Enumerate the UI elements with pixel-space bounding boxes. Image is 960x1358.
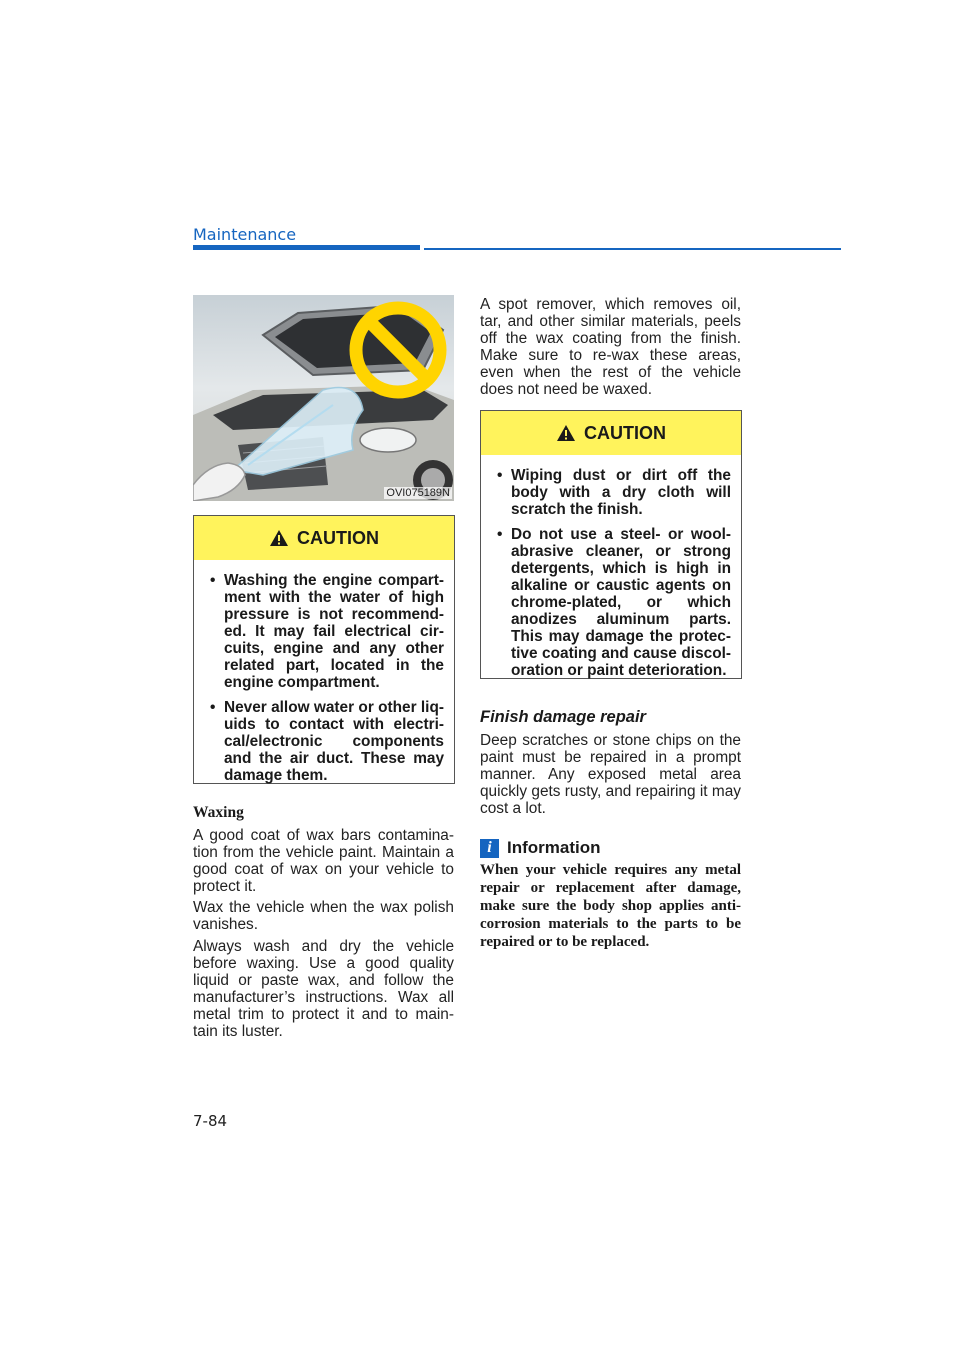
header-rule-thick (193, 245, 420, 250)
information-title: Information (507, 838, 601, 857)
caution-header (481, 411, 741, 455)
caution-item: • Never allow water or other liq-uids to contact with electri-cal/electronic components and the air duct. These may damage them. (210, 699, 444, 784)
caution-box-cleaning (480, 410, 742, 679)
information-header (480, 838, 601, 858)
waxing-heading: Waxing (193, 804, 244, 821)
engine-wash-illustration (193, 295, 454, 501)
warning-triangle-icon (269, 529, 289, 547)
info-icon: i (480, 839, 499, 858)
hand-icon (193, 445, 253, 501)
waxing-paragraph: Always wash and dry the vehicle before waxing. Use a good quality liquid or paste wax, and follow the manufacturer’s instructions. Wax all metal trim to protect it and to main-tain its luster. (193, 938, 454, 1040)
caution-header (194, 516, 454, 560)
waxing-paragraph: Wax the vehicle when the wax polish vanishes. (193, 899, 454, 933)
caution-item: • Wiping dust or dirt off the body with a dry cloth will scratch the finish. (497, 467, 731, 518)
caution-list (194, 560, 454, 802)
caution-box-engine-wash (193, 515, 455, 784)
warning-triangle-icon (556, 424, 576, 442)
finish-damage-paragraph: Deep scratches or stone chips on the paint must be repaired in a prompt manner. Any exposed metal area quickly gets rusty, and repairing it may cost a lot. (480, 732, 741, 817)
caution-title: CAUTION (297, 527, 379, 548)
section-header-title: Maintenance (193, 225, 297, 244)
caution-item: • Do not use a steel- or wool-abrasive cleaner, or strong detergents, which is high in alkaline or caustic agents on chrome-plated, or which anodizes aluminum parts. This may damage the protec-tive coating and cause discol-oration or paint deterioration. (497, 526, 731, 679)
page-number: 7-84 (193, 1112, 228, 1130)
caution-title: CAUTION (584, 422, 666, 443)
caution-item: • Washing the engine compart-ment with the water of high pressure is not recommend-ed. It may fail electrical cir-cuits, engine and any other related part, located in the engine compartment. (210, 572, 444, 691)
waxing-paragraph: A good coat of wax bars contamina-tion from the vehicle paint. Maintain a good coat of wax on your vehicle to protect it. (193, 827, 454, 895)
finish-damage-heading: Finish damage repair (480, 708, 646, 726)
header-rule-thin (424, 248, 841, 250)
image-code: OVI075189N (386, 487, 450, 499)
caution-list (481, 455, 741, 697)
spot-remover-paragraph: A spot remover, which removes oil, tar, and other similar materials, peels off the wax coating from the finish. Make sure to re-wax these areas, even when the rest of the vehicle does not need be waxed. (480, 296, 741, 398)
information-text: When your vehicle requires any metal repair or replacement after damage, make sure the body shop applies anti-corrosion materials to the parts to be repaired or to be replaced. (480, 862, 741, 950)
